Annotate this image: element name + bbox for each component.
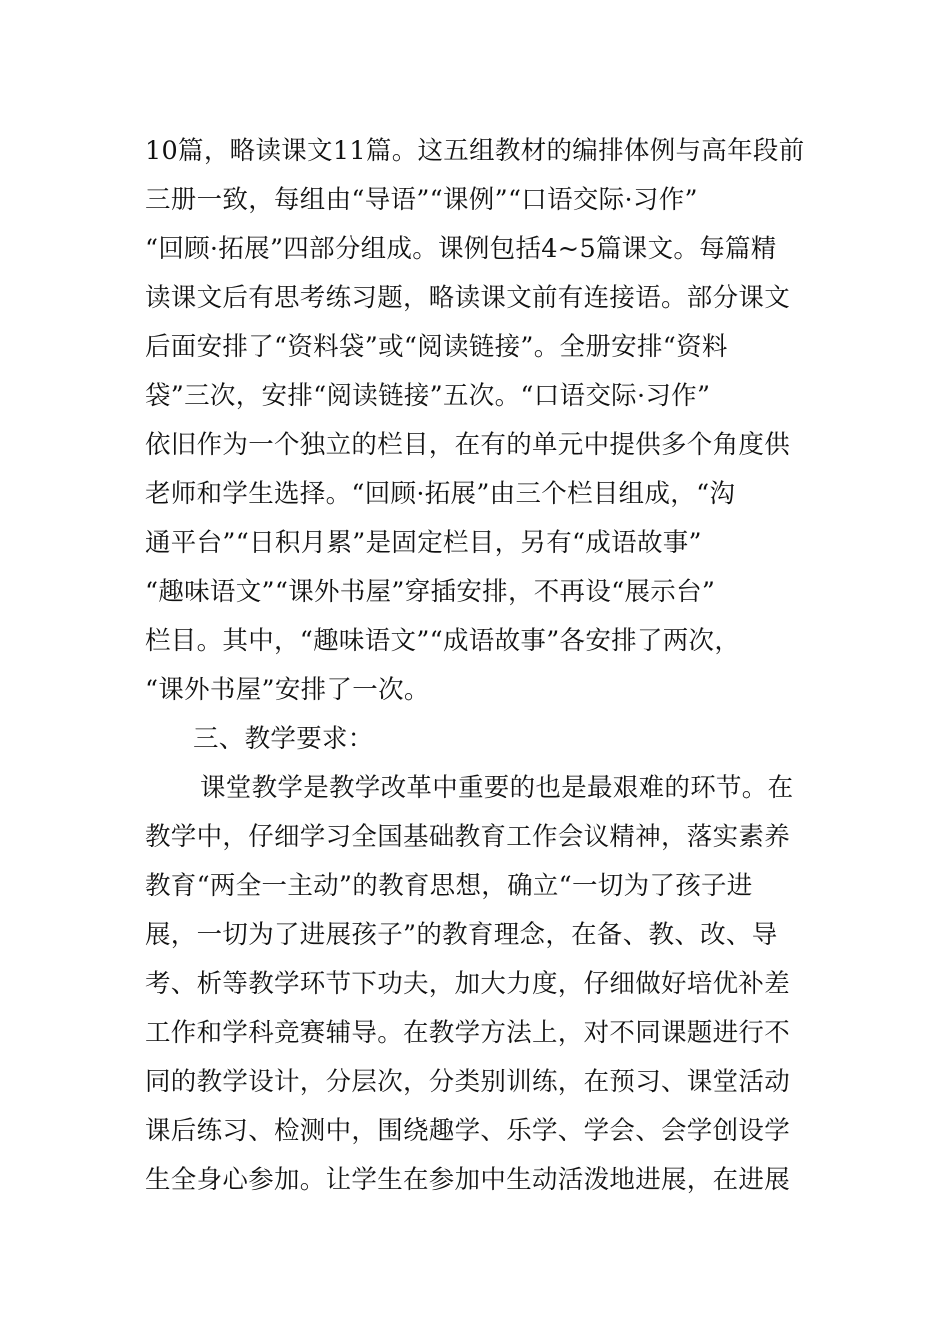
paragraph-1-line-9: 通平台”“日积月累”是固定栏目，另有“成语故事”: [145, 528, 702, 558]
paragraph-1-line-7: 依旧作为一个独立的栏目，在有的单元中提供多个角度供: [145, 430, 791, 460]
paragraph-1-line-8: 老师和学生选择。“回顾·拓展”由三个栏目组成，“沟: [145, 479, 736, 509]
paragraph-2-line-8: 课后练习、检测中，围绕趣学、乐学、学会、会学创设学: [145, 1116, 791, 1146]
paragraph-2-line-7: 同的教学设计，分层次，分类别训练，在预习、课堂活动: [145, 1067, 791, 1097]
paragraph-2-line-2: 教学中，仔细学习全国基础教育工作会议精神，落实素养: [145, 822, 791, 852]
paragraph-1-line-5: 后面安排了“资料袋”或“阅读链接”。全册安排“资料: [145, 332, 728, 362]
paragraph-2-line-6: 工作和学科竞赛辅导。在教学方法上，对不同课题进行不: [145, 1018, 791, 1048]
paragraph-1-line-3: “回顾·拓展”四部分组成。课例包括4~5篇课文。每篇精: [145, 234, 777, 264]
paragraph-1-line-4: 读课文后有思考练习题，略读课文前有连接语。部分课文: [145, 283, 791, 313]
paragraph-1-line-11: 栏目。其中，“趣味语文”“成语故事”各安排了两次，: [145, 626, 741, 656]
paragraph-2-line-5: 考、析等教学环节下功夫，加大力度，仔细做好培优补差: [145, 969, 791, 999]
section-heading: 三、教学要求：: [193, 724, 374, 754]
paragraph-2-line-9: 生全身心参加。让学生在参加中生动活泼地进展，在进展: [145, 1165, 791, 1195]
paragraph-1-line-10: “趣味语文”“课外书屋”穿插安排，不再设“展示台”: [145, 577, 716, 607]
paragraph-1-line-6: 袋”三次，安排“阅读链接”五次。“口语交际·习作”: [145, 381, 711, 411]
paragraph-1-line-2: 三册一致，每组由“导语”“课例”“口语交际·习作”: [145, 185, 698, 215]
paragraph-1-line-1: 10篇，略读课文11篇。这五组教材的编排体例与高年段前: [145, 136, 805, 166]
paragraph-2-line-1: 课堂教学是教学改革中重要的也是最艰难的环节。在: [200, 773, 794, 803]
paragraph-1-line-12: “课外书屋”安排了一次。: [145, 675, 430, 705]
paragraph-2-line-4: 展，一切为了进展孩子”的教育理念，在备、教、改、导: [145, 920, 778, 950]
paragraph-2-line-3: 教育“两全一主动”的教育思想，确立“一切为了孩子进: [145, 871, 753, 901]
